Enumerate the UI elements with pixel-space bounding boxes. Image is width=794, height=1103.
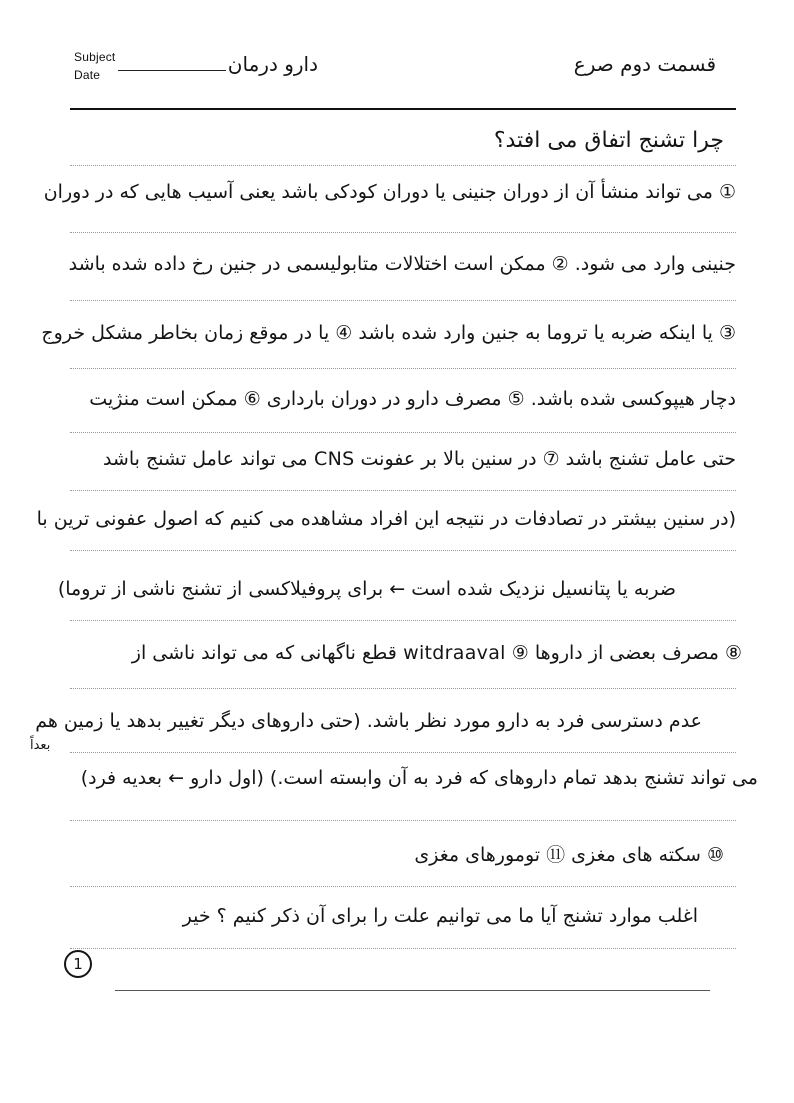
ruled-line [70, 886, 736, 887]
margin-note: بعداً [30, 738, 51, 753]
header-divider [70, 108, 736, 110]
ruled-line [70, 620, 736, 621]
note-line: عدم دسترسی فرد به دارو مورد نظر باشد. (حتی داروهای دیگر تغییر بدهد یا زمین هم [35, 710, 702, 732]
note-line: دچار هیپوکسی شده باشد. ⑤ مصرف دارو در دوران بارداری ⑥ ممکن است منژیت [89, 388, 736, 410]
ruled-line [70, 550, 736, 551]
ruled-line [70, 165, 736, 166]
page-number: 1 [64, 950, 92, 978]
ruled-line [70, 948, 736, 949]
note-line: حتی عامل تشنج باشد ⑦ در سنین بالا بر عفونت CNS می تواند عامل تشنج باشد [102, 448, 736, 470]
ruled-line [70, 432, 736, 433]
subject-label: Subject [74, 50, 116, 64]
note-line: ضربه یا پتانسیل نزدیک شده است ← برای پروفیلاکسی از تشنج ناشی از تروما) [57, 578, 676, 600]
date-label: Date [74, 68, 101, 82]
footer-rule [115, 990, 710, 991]
page-heading: چرا تشنج اتفاق می افتد؟ [493, 128, 724, 153]
ruled-line [70, 490, 736, 491]
note-line: می تواند تشنج بدهد تمام داروهای که فرد به آن وابسته است.) (اول دارو ← بعدیه فرد) [80, 767, 758, 789]
ruled-line [70, 300, 736, 301]
note-line: ③ یا اینکه ضربه یا تروما به جنین وارد شده باشد ④ یا در موقع زمان بخاطر مشکل خروج [41, 322, 736, 344]
note-line: جنینی وارد می شود. ② ممکن است اختلالات متابولیسمی در جنین رخ داده شده باشد [68, 253, 736, 275]
note-line: ① می تواند منشأ آن از دوران جنینی یا دوران کودکی باشد یعنی آسیب هایی که در دوران [43, 181, 736, 203]
ruled-line [70, 752, 736, 753]
ruled-line [70, 688, 736, 689]
ruled-line [70, 232, 736, 233]
topic-title: دارو درمان [227, 52, 318, 76]
ruled-line [70, 368, 736, 369]
note-line: ⑧ مصرف بعضی از داروها ⑨ witdraaval قطع ناگهانی که می تواند ناشی از [131, 642, 742, 664]
note-line: (در سنین بیشتر در تصادفات در نتیجه این افراد مشاهده می کنیم که اصول عفونی ترین با [36, 508, 736, 530]
section-title: قسمت دوم صرع [573, 52, 716, 76]
note-line: ⑩ سکته های مغزی ⑪ تومورهای مغزی [414, 844, 724, 866]
note-line: اغلب موارد تشنج آیا ما می توانیم علت را برای آن ذکر کنیم ؟ خیر [182, 905, 698, 927]
subject-underline [118, 70, 226, 71]
ruled-line [70, 820, 736, 821]
